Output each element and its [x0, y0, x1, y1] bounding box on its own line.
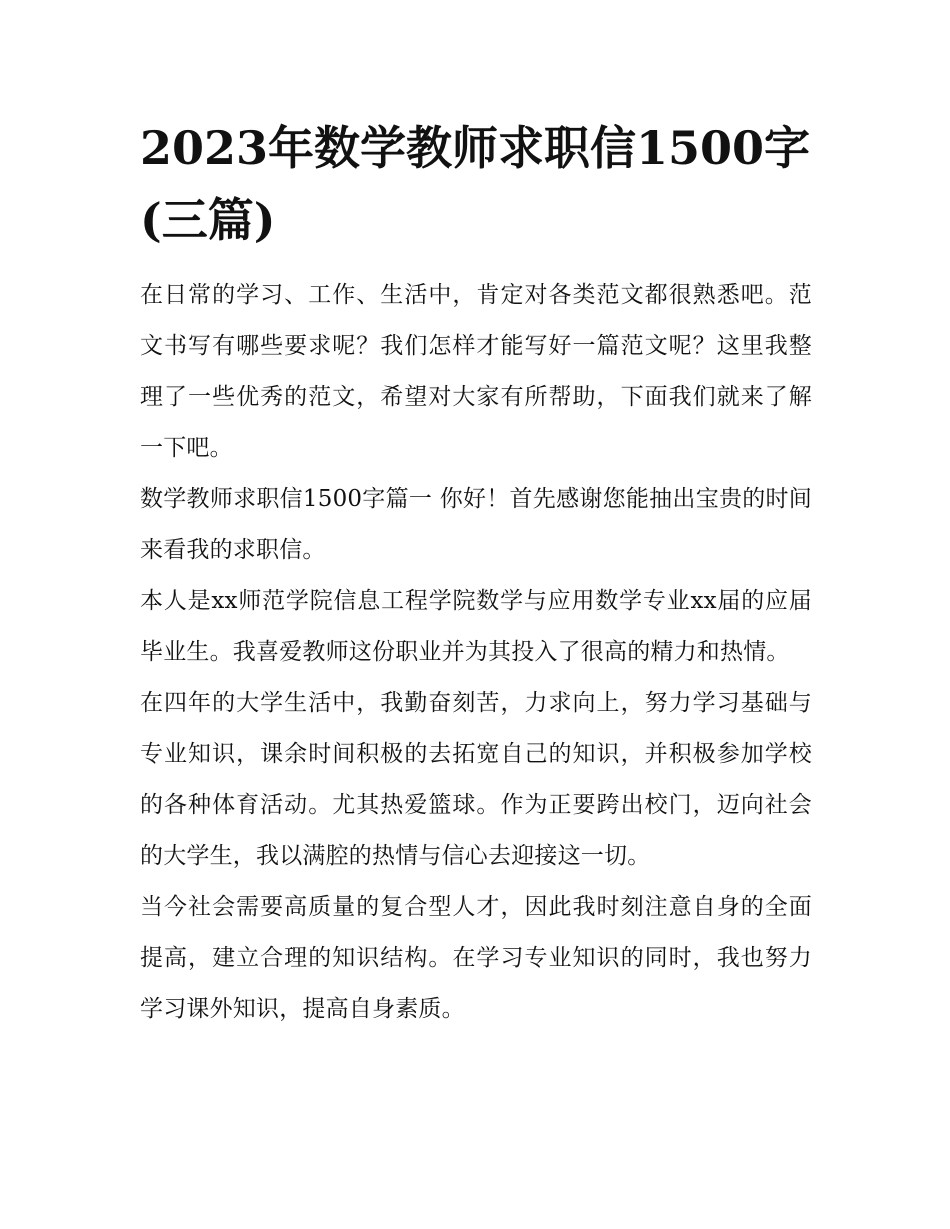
- paragraph-skills: 当今社会需要高质量的复合型人才，因此我时刻注意自身的全面提高，建立合理的知识结构。在学习专业知识的同时，我也努力学习课外知识，提高自身素质。: [140, 894, 812, 1022]
- paragraph-greeting: 数学教师求职信1500字篇一 你好！首先感谢您能抽出宝贵的时间来看我的求职信。: [140, 486, 812, 563]
- paragraph-self-intro: 本人是xx师范学院信息工程学院数学与应用数学专业xx届的应届毕业生。我喜爱教师这份职业并为其投入了很高的精力和热情。: [140, 588, 812, 665]
- paragraph-intro: 在日常的学习、工作、生活中，肯定对各类范文都很熟悉吧。范文书写有哪些要求呢？我们怎样才能写好一篇范文呢？这里我整理了一些优秀的范文，希望对大家有所帮助，下面我们就来了解一下吧。: [140, 282, 812, 461]
- document-page: [140, 112, 812, 1035]
- paragraph-university-life: 在四年的大学生活中，我勤奋刻苦，力求向上，努力学习基础与专业知识，课余时间积极的去拓宽自己的知识，并积极参加学校的各种体育活动。尤其热爱篮球。作为正要跨出校门，迈向社会的大学生，我以满腔的热情与信心去迎接这一切。: [140, 690, 812, 869]
- document-title: 2023年数学教师求职信1500字(三篇): [140, 121, 811, 247]
